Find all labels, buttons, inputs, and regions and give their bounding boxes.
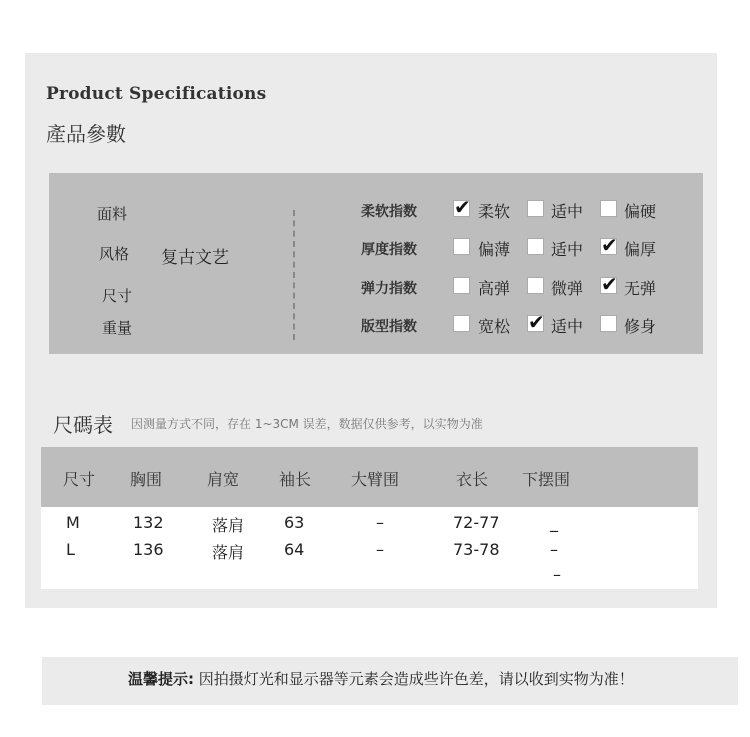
- footer-message: 因拍摄灯光和显示器等元素会造成些许色差，请以收到实物为准！: [194, 670, 634, 688]
- table-header-cell: 袖长: [279, 470, 312, 489]
- option-label: 微弹: [551, 279, 584, 298]
- table-cell: 63: [284, 513, 305, 532]
- table-header-cell: 胸围: [130, 470, 163, 489]
- table-cell: 72-77: [453, 513, 500, 532]
- style-label: 风格: [99, 245, 130, 263]
- option-label: 宽松: [478, 317, 511, 336]
- index-label: 弹力指数: [361, 281, 417, 297]
- footer-text: [128, 668, 634, 689]
- table-header-cell: 肩宽: [207, 470, 240, 489]
- table-cell: –: [376, 540, 384, 559]
- title-chinese: 產品參數: [46, 122, 126, 146]
- option-label: 适中: [551, 240, 584, 259]
- check-icon: ✔: [601, 272, 618, 296]
- option-checkbox[interactable]: [600, 315, 617, 332]
- option-checkbox[interactable]: [527, 238, 544, 255]
- table-cell: L: [66, 540, 75, 559]
- index-label: 厚度指数: [361, 242, 417, 258]
- size-label: 尺寸: [102, 287, 133, 305]
- title-english: Product Specifications: [46, 84, 267, 104]
- table-header-cell: 大臂围: [351, 470, 400, 489]
- spec-divider: [293, 210, 295, 340]
- fabric-label: 面料: [97, 205, 128, 223]
- option-label: 偏厚: [624, 240, 657, 259]
- option-checkbox[interactable]: [527, 200, 544, 217]
- table-cell: 落肩: [212, 516, 245, 535]
- table-header-cell: 尺寸: [63, 470, 96, 489]
- check-icon: ✔: [601, 233, 618, 257]
- option-label: 适中: [551, 317, 584, 336]
- table-extra-dash: –: [553, 565, 561, 584]
- table-cell: 73-78: [453, 540, 500, 559]
- check-icon: ✔: [454, 195, 471, 219]
- table-cell: M: [66, 513, 80, 532]
- option-label: 偏薄: [478, 240, 511, 259]
- table-header-cell: 下摆围: [522, 470, 571, 489]
- option-label: 无弹: [624, 279, 657, 298]
- option-label: 高弹: [478, 279, 511, 298]
- table-cell: 落肩: [212, 543, 245, 562]
- index-label: 柔软指数: [361, 204, 417, 220]
- option-label: 适中: [551, 202, 584, 221]
- option-checkbox[interactable]: [600, 200, 617, 217]
- weight-label: 重量: [102, 319, 133, 337]
- table-cell: _: [550, 513, 558, 532]
- option-checkbox[interactable]: [453, 238, 470, 255]
- index-label: 版型指数: [361, 319, 417, 335]
- style-value: 复古文艺: [161, 248, 229, 268]
- table-header-cell: 衣长: [456, 470, 489, 489]
- option-checkbox[interactable]: [453, 315, 470, 332]
- option-label: 柔软: [478, 202, 511, 221]
- table-cell: 64: [284, 540, 305, 559]
- size-chart-note: 因测量方式不同，存在 1~3CM 误差，数据仅供参考，以实物为准: [131, 417, 483, 431]
- table-cell: 132: [133, 513, 164, 532]
- table-cell: –: [376, 513, 384, 532]
- option-label: 修身: [624, 317, 657, 336]
- option-label: 偏硬: [624, 202, 657, 221]
- check-icon: ✔: [528, 310, 545, 334]
- footer-label: 温馨提示:: [128, 670, 194, 688]
- table-cell: 136: [133, 540, 164, 559]
- table-cell: –: [550, 540, 558, 559]
- option-checkbox[interactable]: [527, 277, 544, 294]
- size-chart-title: 尺碼表: [53, 413, 113, 437]
- option-checkbox[interactable]: [453, 277, 470, 294]
